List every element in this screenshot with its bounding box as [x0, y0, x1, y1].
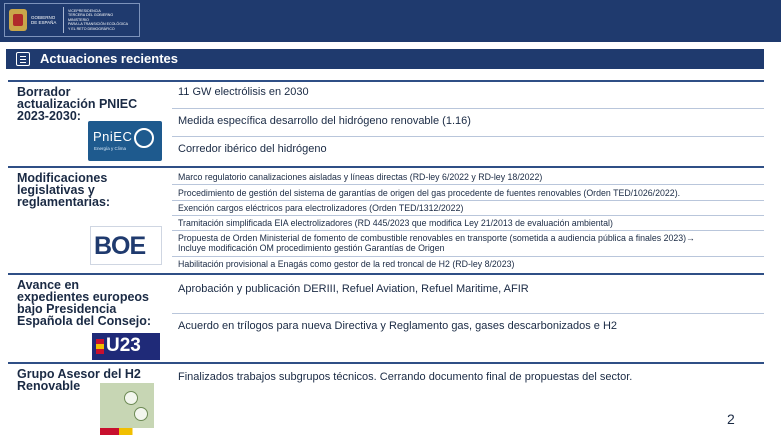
logo-divider	[63, 7, 64, 33]
government-name: GOBIERNO DE ESPAÑA	[31, 15, 57, 25]
molecule-icon	[134, 407, 148, 421]
top-bar	[0, 0, 781, 42]
list-item: Corredor ibérico del hidrógeno	[178, 143, 327, 155]
list-item: Incluye modificación OM procedimiento gestión Garantías de Origen	[178, 243, 445, 253]
list-item: Propuesta de Orden Ministerial de fomento de combustible renovables en transporte (sometida a audiencia pública a finales 2023)→	[178, 233, 695, 243]
list-item: Marco regulatorio canalizaciones aisladas y líneas directas (RD-ley 6/2022 y RD-ley 18/2022)	[178, 172, 543, 182]
molecule-icon	[124, 391, 138, 405]
category-pniec: Borrador actualización PNIEC 2023-2030:	[17, 85, 138, 123]
item-divider	[172, 230, 764, 231]
item-divider	[172, 184, 764, 185]
document-icon	[16, 52, 30, 66]
item-divider	[172, 215, 764, 216]
category-advisory-group: Grupo Asesor del H2 Renovable	[17, 367, 141, 393]
row-divider	[8, 166, 764, 168]
pniec-logo: PniEC Energía y Clima	[88, 121, 162, 161]
advisory-group-logo	[100, 383, 154, 435]
flag-stripe	[100, 428, 154, 435]
item-divider	[172, 313, 764, 314]
boe-logo: BOE	[90, 226, 162, 265]
category-legislation: Modificaciones legislativas y reglamentarias:	[17, 171, 111, 209]
list-item: 11 GW electrólisis en 2030	[178, 86, 309, 98]
list-item: Procedimiento de gestión del sistema de garantías de origen del gas procedente de fuentes renovables (Orden TED/1026/2022).	[178, 188, 681, 198]
row-divider	[8, 362, 764, 364]
government-logo	[4, 3, 140, 37]
list-item: Tramitación simplificada EIA electrolizadores (RD 445/2023 que modifica Ley 21/2013 de evaluación ambiental)	[178, 218, 613, 228]
list-item: Acuerdo en trílogos para nueva Directiva y Reglamento gas, gases descarbonizados e H2	[178, 320, 618, 332]
page-number: 2	[727, 411, 735, 427]
list-item: Finalizados trabajos subgrupos técnicos. Cerrando documento final de propuestas del sector.	[178, 371, 633, 383]
item-divider	[172, 200, 764, 201]
category-eu-presidency: Avance en expedientes europeos bajo Presidencia Española del Consejo:	[17, 278, 152, 328]
sun-icon	[134, 128, 154, 148]
row-divider	[8, 273, 764, 275]
eu23-logo: U23	[92, 333, 160, 360]
spanish-flag-icon	[96, 339, 104, 354]
row-divider	[8, 80, 764, 82]
section-header	[6, 49, 764, 69]
coat-of-arms-icon	[9, 9, 27, 31]
list-item: Habilitación provisional a Enagás como gestor de la red troncal de H2 (RD-ley 8/2023)	[178, 259, 515, 269]
list-item: Medida específica desarrollo del hidrógeno renovable (1.16)	[178, 115, 471, 127]
item-divider	[172, 136, 764, 137]
list-item: Exención cargos eléctricos para electrolizadores (Orden TED/1312/2022)	[178, 203, 464, 213]
item-divider	[172, 256, 764, 257]
ministry-name: VICEPRESIDENCIA TERCERA DEL GOBIERNO MINISTERIO PARA LA TRANSICIÓN ECOLÓGICA Y EL RETO DEMOGRÁFICO	[68, 8, 128, 31]
list-item: Aprobación y publicación DERIII, Refuel Aviation, Refuel Maritime, AFIR	[178, 283, 529, 295]
item-divider	[172, 108, 764, 109]
section-title: Actuaciones recientes	[40, 51, 179, 66]
